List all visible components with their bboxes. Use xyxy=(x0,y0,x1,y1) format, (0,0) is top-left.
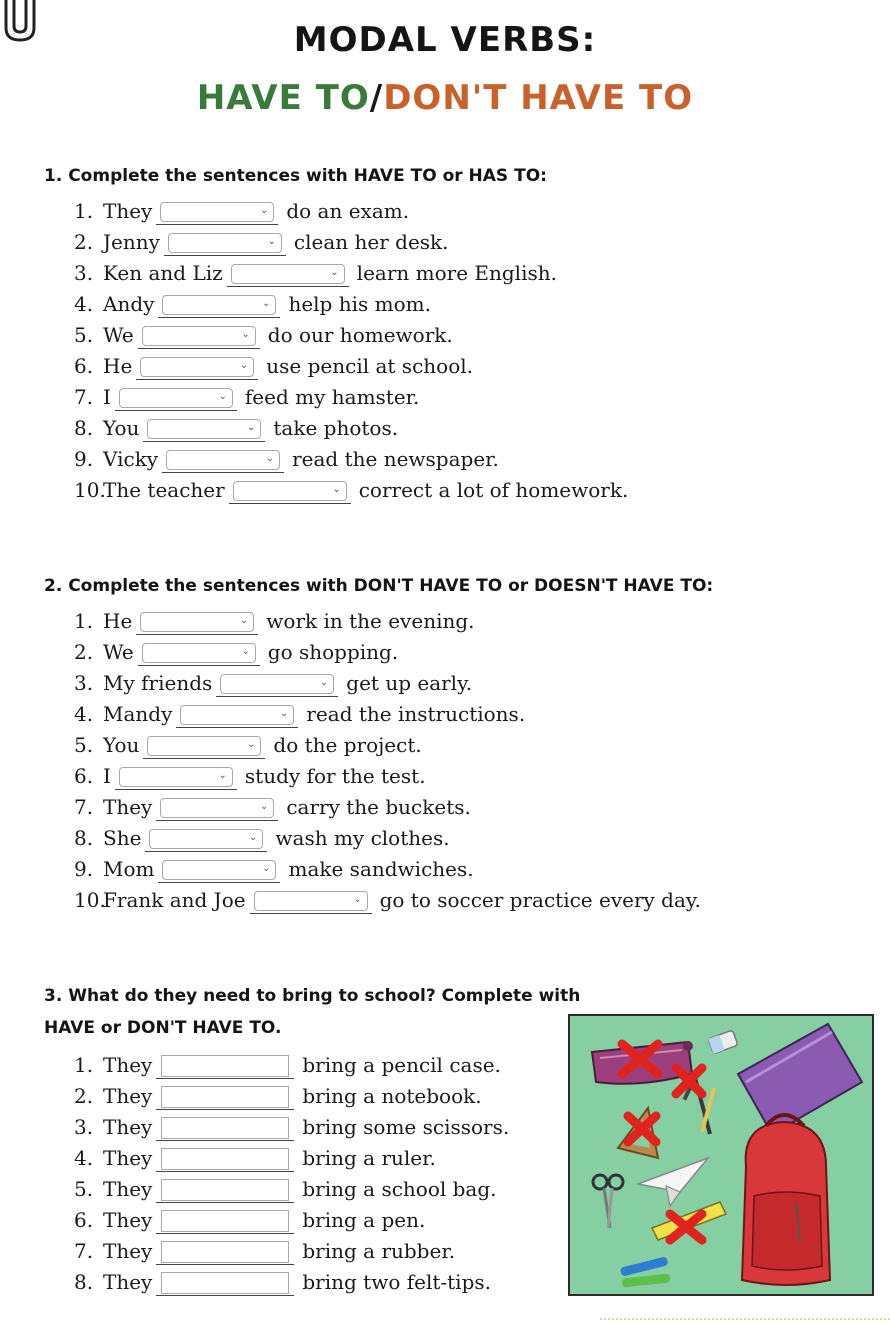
answer-dropdown[interactable] xyxy=(162,295,276,315)
item-number: 4. xyxy=(74,702,94,726)
chevron-down-icon: ⌄ xyxy=(353,893,362,905)
answer-input[interactable] xyxy=(161,1179,289,1201)
answer-blank xyxy=(156,1052,294,1079)
answer-blank xyxy=(156,1176,294,1203)
exercise2-item xyxy=(74,637,398,667)
exercise3-item xyxy=(74,1174,497,1204)
item-subject: Ken and Liz xyxy=(103,261,223,285)
exercise1-item xyxy=(74,351,473,381)
exercise1-item xyxy=(74,475,628,505)
item-rest: get up early. xyxy=(346,671,473,695)
exercise1-item xyxy=(74,289,431,319)
exercise3-heading-line2: HAVE or DON'T HAVE TO. xyxy=(44,1018,282,1038)
item-number: 6. xyxy=(74,354,94,378)
answer-dropdown[interactable] xyxy=(166,450,280,470)
answer-dropdown[interactable] xyxy=(231,264,345,284)
chevron-down-icon: ⌄ xyxy=(218,769,227,781)
item-number: 3. xyxy=(74,261,94,285)
divider xyxy=(600,1318,890,1320)
exercise3-item xyxy=(74,1081,482,1111)
chevron-down-icon: ⌄ xyxy=(280,707,289,719)
exercise1-item xyxy=(74,320,453,350)
item-number: 4. xyxy=(74,1146,94,1170)
chevron-down-icon: ⌄ xyxy=(239,359,249,371)
item-number: 6. xyxy=(74,764,94,788)
item-rest: go to soccer practice every day. xyxy=(379,888,701,912)
answer-dropdown[interactable] xyxy=(142,643,256,663)
chevron-down-icon: ⌄ xyxy=(239,614,249,626)
item-number: 2. xyxy=(74,230,94,254)
school-supplies-picture xyxy=(568,1014,874,1296)
answer-input[interactable] xyxy=(161,1210,289,1232)
exercise2-heading: 2. Complete the sentences with DON'T HAVE TO or DOESN'T HAVE TO: xyxy=(44,576,714,596)
answer-dropdown[interactable] xyxy=(149,829,263,849)
chevron-down-icon: ⌄ xyxy=(259,800,269,812)
item-subject: They xyxy=(103,1115,153,1139)
answer-blank xyxy=(227,260,349,287)
item-rest: bring a rubber. xyxy=(302,1239,456,1263)
chevron-down-icon: ⌄ xyxy=(332,483,341,495)
answer-blank xyxy=(145,825,267,852)
answer-blank xyxy=(250,887,372,914)
answer-dropdown[interactable] xyxy=(142,326,256,346)
scissors-icon xyxy=(593,1175,623,1228)
exercise3-heading-line1: 3. What do they need to bring to school? Complete with xyxy=(44,986,581,1006)
item-number: 8. xyxy=(74,1270,94,1294)
exercise1-heading: 1. Complete the sentences with HAVE TO or HAS TO: xyxy=(44,166,547,186)
chevron-down-icon: ⌄ xyxy=(259,204,269,216)
item-subject: They xyxy=(103,199,153,223)
item-number: 1. xyxy=(74,1053,94,1077)
item-number: 7. xyxy=(74,795,94,819)
answer-dropdown[interactable] xyxy=(140,612,254,632)
exercise1-item xyxy=(74,382,419,412)
item-number: 2. xyxy=(74,1084,94,1108)
answer-blank xyxy=(216,670,338,697)
exercise1-item xyxy=(74,227,449,257)
item-subject: I xyxy=(103,764,111,788)
item-subject: You xyxy=(103,733,140,757)
exercise3-item xyxy=(74,1143,436,1173)
item-subject: He xyxy=(103,354,133,378)
exercise3-item xyxy=(74,1236,455,1266)
item-number: 1. xyxy=(74,609,94,633)
chevron-down-icon: ⌄ xyxy=(262,297,271,309)
subtitle-have-to: HAVE TO xyxy=(196,78,370,118)
item-subject: I xyxy=(103,385,111,409)
item-subject: They xyxy=(103,795,153,819)
item-subject: We xyxy=(103,323,134,347)
answer-dropdown[interactable] xyxy=(162,860,276,880)
answer-blank xyxy=(136,353,258,380)
item-number: 5. xyxy=(74,323,94,347)
item-number: 2. xyxy=(74,640,94,664)
item-subject: My friends xyxy=(103,671,213,695)
item-rest: take photos. xyxy=(273,416,399,440)
item-rest: feed my hamster. xyxy=(244,385,420,409)
item-rest: help his mom. xyxy=(288,292,431,316)
exercise3-item xyxy=(74,1267,491,1297)
school-bag-icon xyxy=(742,1115,830,1285)
answer-blank xyxy=(156,794,278,821)
item-subject: She xyxy=(103,826,142,850)
item-rest: do an exam. xyxy=(286,199,410,223)
subtitle-dont-have-to: DON'T HAVE TO xyxy=(383,78,694,118)
item-rest: bring a ruler. xyxy=(302,1146,436,1170)
answer-input[interactable] xyxy=(161,1272,289,1294)
answer-blank xyxy=(156,198,278,225)
item-subject: They xyxy=(103,1084,153,1108)
exercise2-item xyxy=(74,668,472,698)
item-rest: do the project. xyxy=(273,733,422,757)
page-title: MODAL VERBS: xyxy=(293,20,597,60)
chevron-down-icon: ⌄ xyxy=(241,645,250,657)
answer-dropdown[interactable] xyxy=(254,891,368,911)
answer-input[interactable] xyxy=(161,1117,289,1139)
answer-input[interactable] xyxy=(161,1055,289,1077)
item-subject: You xyxy=(103,416,140,440)
item-rest: correct a lot of homework. xyxy=(358,478,629,502)
exercise2-item xyxy=(74,792,471,822)
rubber-icon xyxy=(708,1030,738,1054)
answer-blank xyxy=(138,639,260,666)
answer-blank xyxy=(156,1083,294,1110)
answer-dropdown[interactable] xyxy=(160,202,274,222)
item-number: 1. xyxy=(74,199,94,223)
item-rest: use pencil at school. xyxy=(266,354,473,378)
item-rest: carry the buckets. xyxy=(286,795,471,819)
notebook-icon xyxy=(738,1024,862,1134)
item-subject: He xyxy=(103,609,133,633)
answer-input[interactable] xyxy=(161,1148,289,1170)
item-rest: bring two felt-tips. xyxy=(302,1270,492,1294)
item-number: 7. xyxy=(74,1239,94,1263)
answer-blank xyxy=(176,701,298,728)
item-number: 7. xyxy=(74,385,94,409)
answer-dropdown[interactable] xyxy=(180,705,294,725)
item-rest: do our homework. xyxy=(267,323,453,347)
item-number: 3. xyxy=(74,1115,94,1139)
item-subject: They xyxy=(103,1239,153,1263)
chevron-down-icon: ⌄ xyxy=(265,452,275,464)
exercise1-item xyxy=(74,196,409,226)
paper-plane-icon xyxy=(638,1158,708,1206)
answer-input[interactable] xyxy=(161,1086,289,1108)
exercise3-item xyxy=(74,1205,425,1235)
item-rest: clean her desk. xyxy=(293,230,449,254)
answer-blank xyxy=(115,763,237,790)
answer-dropdown[interactable] xyxy=(168,233,282,253)
item-rest: bring some scissors. xyxy=(302,1115,510,1139)
exercise2-item xyxy=(74,854,474,884)
answer-blank xyxy=(156,1207,294,1234)
item-subject: They xyxy=(103,1146,153,1170)
item-rest: bring a pen. xyxy=(302,1208,426,1232)
item-number: 3. xyxy=(74,671,94,695)
chevron-down-icon: ⌄ xyxy=(249,831,258,843)
chevron-down-icon: ⌄ xyxy=(241,328,250,340)
item-number: 8. xyxy=(74,826,94,850)
answer-dropdown[interactable] xyxy=(119,767,233,787)
chevron-down-icon: ⌄ xyxy=(330,266,339,278)
item-rest: bring a notebook. xyxy=(302,1084,482,1108)
item-subject: Andy xyxy=(103,292,155,316)
item-number: 6. xyxy=(74,1208,94,1232)
item-subject: Vicky xyxy=(103,447,159,471)
item-rest: wash my clothes. xyxy=(275,826,450,850)
chevron-down-icon: ⌄ xyxy=(319,676,329,688)
exercise2-item xyxy=(74,761,426,791)
exercise3-item xyxy=(74,1050,501,1080)
answer-blank xyxy=(229,477,351,504)
chevron-down-icon: ⌄ xyxy=(262,862,271,874)
answer-blank xyxy=(136,608,258,635)
item-number: 9. xyxy=(74,447,94,471)
exercise1-item xyxy=(74,444,499,474)
item-subject: Jenny xyxy=(103,230,160,254)
item-rest: learn more English. xyxy=(356,261,557,285)
answer-blank xyxy=(143,732,265,759)
item-rest: make sandwiches. xyxy=(288,857,474,881)
item-subject: Mom xyxy=(103,857,155,881)
felt-tips-icon xyxy=(620,1256,671,1287)
answer-blank xyxy=(138,322,260,349)
item-subject: The teacher xyxy=(103,478,225,502)
answer-dropdown[interactable] xyxy=(147,736,261,756)
item-subject: Mandy xyxy=(103,702,173,726)
item-number: 10. xyxy=(74,888,106,912)
item-subject: They xyxy=(103,1177,153,1201)
exercise2-item xyxy=(74,885,701,915)
exercise1-item xyxy=(74,413,398,443)
subtitle-slash: / xyxy=(369,78,384,118)
item-rest: study for the test. xyxy=(244,764,426,788)
answer-blank xyxy=(143,415,265,442)
answer-blank xyxy=(156,1145,294,1172)
exercise2-item xyxy=(74,606,475,636)
exercise2-item xyxy=(74,699,525,729)
page-subtitle xyxy=(0,78,890,118)
exercise3-item xyxy=(74,1112,509,1142)
exercise2-item xyxy=(74,823,450,853)
chevron-down-icon: ⌄ xyxy=(247,738,256,750)
answer-dropdown[interactable] xyxy=(119,388,233,408)
answer-blank xyxy=(158,291,280,318)
chevron-down-icon: ⌄ xyxy=(218,390,227,402)
answer-dropdown[interactable] xyxy=(147,419,261,439)
item-rest: bring a school bag. xyxy=(302,1177,497,1201)
item-rest: go shopping. xyxy=(267,640,399,664)
item-rest: bring a pencil case. xyxy=(302,1053,501,1077)
item-subject: Frank and Joe xyxy=(103,888,246,912)
item-number: 10. xyxy=(74,478,106,502)
exercise2-item xyxy=(74,730,422,760)
answer-blank xyxy=(156,1269,294,1296)
answer-blank xyxy=(115,384,237,411)
answer-blank xyxy=(156,1114,294,1141)
answer-dropdown[interactable] xyxy=(220,674,334,694)
answer-blank xyxy=(164,229,286,256)
item-subject: They xyxy=(103,1270,153,1294)
exercise1-item xyxy=(74,258,557,288)
answer-dropdown[interactable] xyxy=(233,481,347,501)
item-subject: We xyxy=(103,640,134,664)
item-rest: read the instructions. xyxy=(306,702,526,726)
item-number: 5. xyxy=(74,733,94,757)
item-number: 5. xyxy=(74,1177,94,1201)
chevron-down-icon: ⌄ xyxy=(247,421,256,433)
answer-blank xyxy=(162,446,284,473)
item-number: 4. xyxy=(74,292,94,316)
item-number: 8. xyxy=(74,416,94,440)
item-rest: work in the evening. xyxy=(266,609,475,633)
item-rest: read the newspaper. xyxy=(292,447,499,471)
answer-blank xyxy=(156,1238,294,1265)
answer-blank xyxy=(158,856,280,883)
item-subject: They xyxy=(103,1208,153,1232)
answer-dropdown[interactable] xyxy=(160,798,274,818)
item-subject: They xyxy=(103,1053,153,1077)
item-number: 9. xyxy=(74,857,94,881)
chevron-down-icon: ⌄ xyxy=(267,235,276,247)
answer-dropdown[interactable] xyxy=(140,357,254,377)
answer-input[interactable] xyxy=(161,1241,289,1263)
